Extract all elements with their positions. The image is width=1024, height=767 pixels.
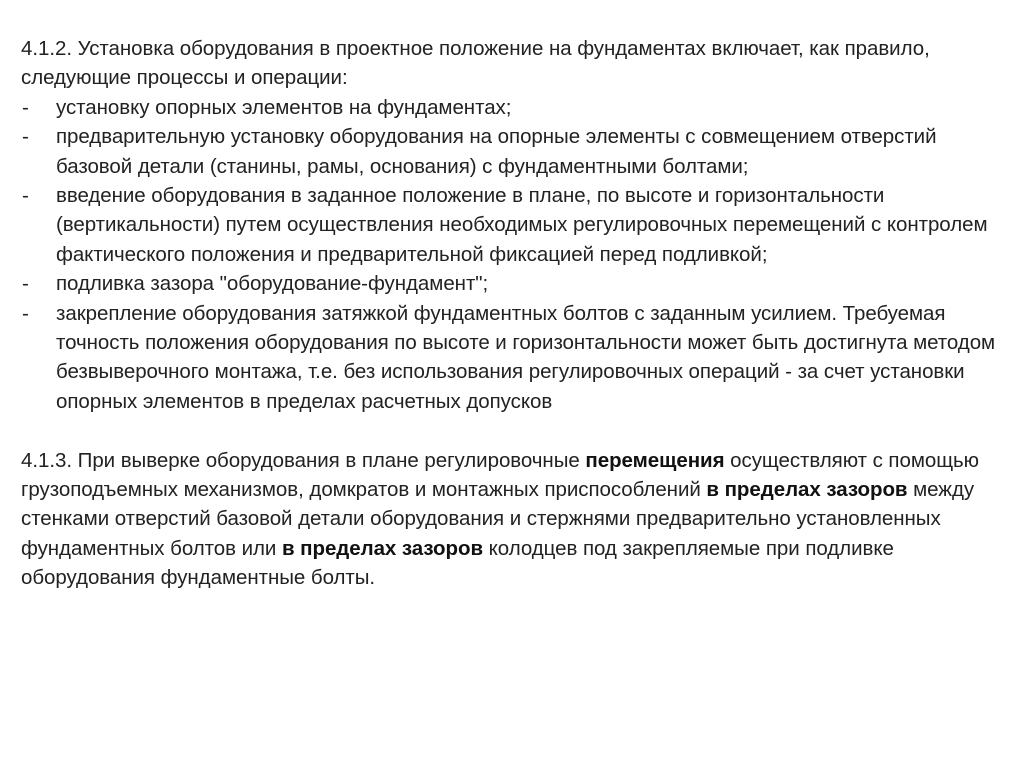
bullet-dash: - bbox=[22, 301, 29, 325]
section-4-1-2-intro: 4.1.2. Установка оборудования в проектное положение на фундаментах включает, как правило, следующие процессы и операции: bbox=[21, 37, 930, 90]
list-item bbox=[21, 299, 1011, 417]
bullet-dash: - bbox=[22, 125, 29, 149]
operations-list bbox=[21, 93, 1011, 416]
list-item bbox=[21, 93, 1011, 122]
bold-term-within-gaps: в пределах зазоров bbox=[281, 536, 483, 560]
list-item-text: предварительную установку оборудования на опорные элементы с совмещением отверстий базовой детали (станины, рамы, основания) с фундаментными болтами; bbox=[56, 125, 937, 178]
text-segment: колодцев под закрепляемые при подливке оборудования фундаментные болты. bbox=[21, 536, 894, 590]
text-segment: 4.1.3. При выверке оборудования в плане регулировочные bbox=[21, 448, 586, 472]
list-item-text: установку опорных элементов на фундаментах; bbox=[56, 95, 512, 119]
bullet-dash: - bbox=[22, 95, 29, 119]
paragraph-spacer bbox=[21, 416, 1011, 445]
slide-content bbox=[21, 34, 1011, 593]
section-4-1-3-paragraph bbox=[21, 446, 1011, 593]
bold-term-within-gaps: в пределах зазоров bbox=[706, 478, 908, 502]
text-segment: осуществляют с помощью грузоподъемных механизмов, домкратов и монтажных приспособлений bbox=[21, 448, 979, 502]
bold-term-displacements: перемещения bbox=[585, 448, 725, 472]
list-item bbox=[21, 181, 1011, 269]
list-item-text: подливка зазора "оборудование-фундамент"; bbox=[56, 272, 489, 296]
list-item-text: введение оборудования в заданное положение в плане, по высоте и горизонтальности (вертикальности) путем осуществления необходимых регулировочных перемещений с контролем фактического положения и предварительной фиксацией перед подливкой; bbox=[56, 184, 988, 266]
bullet-dash: - bbox=[22, 272, 29, 296]
list-item bbox=[21, 269, 1011, 298]
text-segment: между стенками отверстий базовой детали оборудования и стержнями предварительно установленных фундаментных болтов или bbox=[21, 478, 975, 560]
list-item bbox=[21, 122, 1011, 181]
bullet-dash: - bbox=[22, 184, 29, 208]
list-item-text: закрепление оборудования затяжкой фундаментных болтов с заданным усилием. Требуемая точность положения оборудования по высоте и горизонтальности может быть достигнута методом безвыверочного монтажа, т.е. без использования регулировочных операций - за счет установки опорных элементов в пределах расчетных допусков bbox=[56, 301, 996, 413]
